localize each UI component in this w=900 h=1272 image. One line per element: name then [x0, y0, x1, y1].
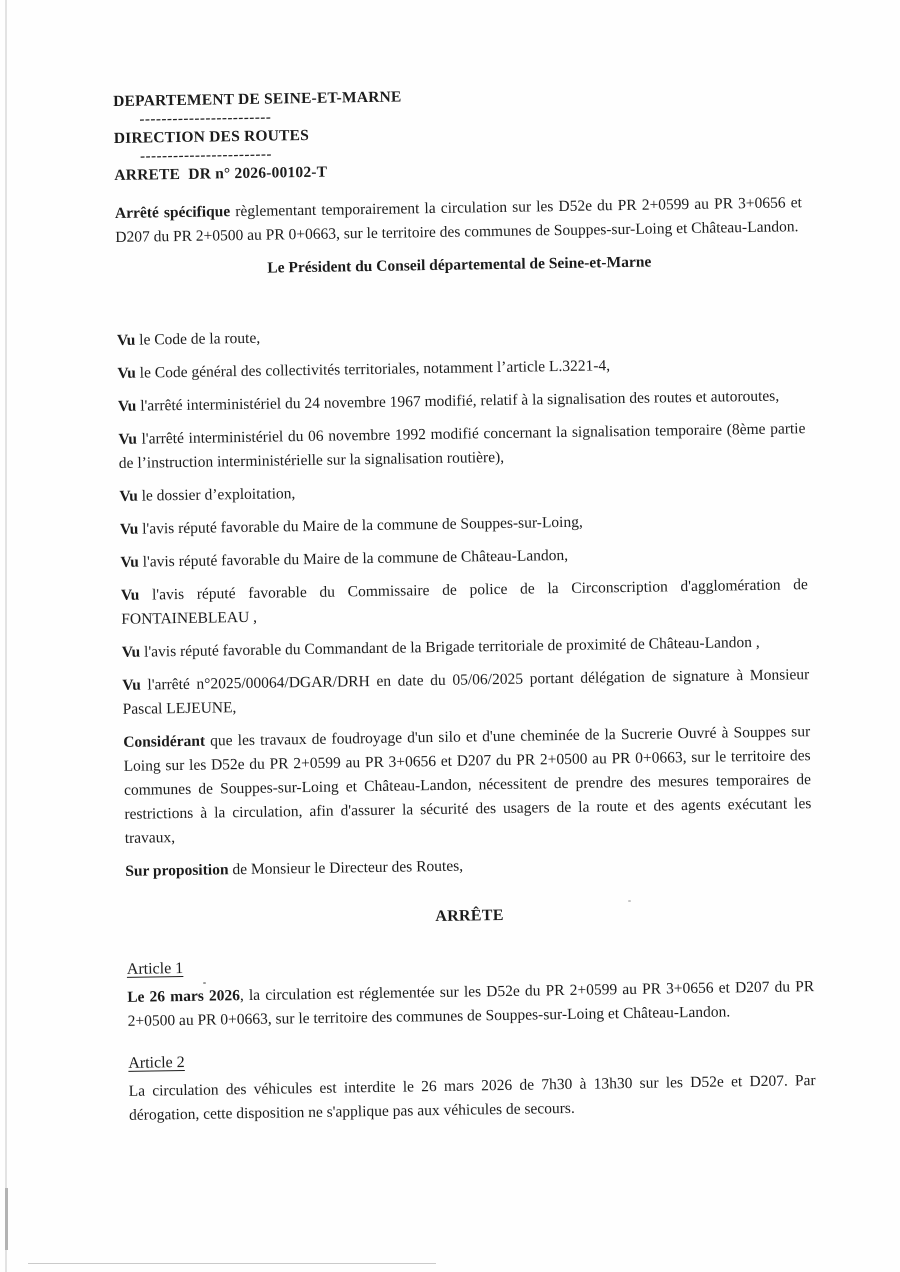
- subject-paragraph: [115, 191, 803, 250]
- proposition-text: de Monsieur le Directeur des Routes,: [228, 857, 464, 879]
- article-1-text: , la circulation est réglementée sur les D52e du PR 2+0599 au PR 3+0656 et D207 du PR 2+0500 au PR 0+0663, sur le territoire des communes de Souppes-sur-Loing et Château-Landon.: [127, 978, 815, 1030]
- subject-text: règlementant temporairement la circulation sur les D52e du PR 2+0599 au PR 3+0656 et D207 du PR 2+0500 au PR 0+0663, sur le territoire des communes de Souppes-sur-Loing et Château-Landon.: [115, 194, 802, 246]
- visa-paragraph: [118, 384, 805, 419]
- considerant-paragraph: [123, 720, 812, 851]
- visa-text: le Code général des collectivités territoriales, notamment l’article L.3221-4,: [135, 357, 611, 382]
- article-1-title: Article 1: [126, 960, 184, 978]
- visa-paragraph: [117, 351, 804, 386]
- visa-lead: Vu: [122, 676, 141, 694]
- visa-lead: Vu: [117, 364, 136, 382]
- decree-heading: ARRÊTE: [435, 906, 504, 926]
- visa-paragraph: [119, 474, 806, 509]
- visa-paragraph: [117, 318, 804, 353]
- separator-dashes: ------------------------: [139, 109, 272, 128]
- visa-paragraph: [118, 417, 806, 476]
- scan-edge-left-dark-artifact: [5, 1188, 8, 1250]
- visa-paragraph: [120, 507, 807, 542]
- visa-paragraph: [122, 630, 809, 665]
- president-heading: Le Président du Conseil départemental de Seine-et-Marne: [267, 253, 652, 277]
- considerant-lead: Considérant: [123, 732, 206, 751]
- visa-text: l'arrêté interministériel du 24 novembre 1967 modifié, relatif à la signalisation des routes et autoroutes,: [136, 387, 780, 415]
- visa-lead: Vu: [119, 487, 138, 505]
- visa-text: l'avis réputé favorable du Maire de la commune de Château-Landon,: [138, 546, 569, 571]
- visa-lead: Vu: [117, 397, 137, 415]
- article-1-lead: Le 26 mars 2026: [127, 987, 241, 1006]
- scan-edge-bottom-artifact: [28, 1263, 436, 1264]
- article-2-title: Article 2: [128, 1053, 185, 1072]
- article-1-body: [127, 975, 815, 1034]
- separator-dashes: ------------------------: [139, 146, 273, 165]
- visa-text: l'avis réputé favorable du Commandant de la Brigade territoriale de proximité de Château-Landon ,: [140, 633, 760, 661]
- visa-lead: Vu: [116, 331, 136, 349]
- considerant-text: que les travaux de foudroyage d'un silo et d'une cheminée de la Sucrerie Ouvré à Souppes sur Loing sur les D52e du PR 2+0599 au PR 3+0656 et D207 du PR 2+0500 au PR 0+0663, sur le territoire des communes de Souppes-sur-Loing et Château-Landon, nécessitent de prendre des mesures temporaires de restrictions à la circulation, afin d'assurer la sécurité des usagers de la route et des agents exécutant les travaux,: [123, 723, 812, 847]
- visa-paragraph: [121, 573, 809, 632]
- visa-lead: Vu: [118, 430, 138, 448]
- visa-text: l'avis réputé favorable du Commissaire de police de la Circonscription d'agglomération de FONTAINEBLEAU ,: [121, 576, 808, 628]
- department-title: DEPARTEMENT DE SEINE-ET-MARNE: [113, 88, 402, 110]
- subject-lead: Arrêté spécifique: [114, 203, 231, 222]
- visa-lead: Vu: [120, 553, 139, 571]
- document-content: [113, 79, 816, 1137]
- visa-text: l'arrêté n°2025/00064/DGAR/DRH en date du 05/06/2025 portant délégation de signature à Monsieur Pascal LEJEUNE,: [122, 666, 810, 718]
- article-2-text: La circulation des véhicules est interdite le 26 mars 2026 de 7h30 à 13h30 sur les D52e et D207. Par dérogation, cette disposition ne s'applique pas aux véhicules de secours.: [128, 1072, 816, 1124]
- visa-lead: Vu: [119, 520, 139, 538]
- visa-paragraph: [120, 540, 807, 575]
- visa-text: l'arrêté interministériel du 06 novembre 1992 modifié concernant la signalisation temporaire (8ème partie de l’instruction interministérielle sur la signalisation routière),: [118, 420, 806, 472]
- proposition-lead: Sur proposition: [125, 861, 229, 880]
- visa-lead: Vu: [121, 643, 141, 661]
- visa-paragraph: [122, 663, 810, 722]
- article-2-body: [129, 1069, 817, 1128]
- visa-lead: Vu: [120, 586, 140, 604]
- visa-text: le Code de la route,: [135, 329, 261, 349]
- visa-text: le dossier d’exploitation,: [137, 485, 296, 505]
- visa-text: l'avis réputé favorable du Maire de la commune de Souppes-sur-Loing,: [138, 513, 583, 538]
- scan-edge-left-artifact: [5, 0, 7, 1272]
- proposition-paragraph: [125, 849, 812, 884]
- arrete-number: ARRETE DR n° 2026-00102-T: [114, 163, 328, 184]
- direction-title: DIRECTION DES ROUTES: [113, 126, 310, 147]
